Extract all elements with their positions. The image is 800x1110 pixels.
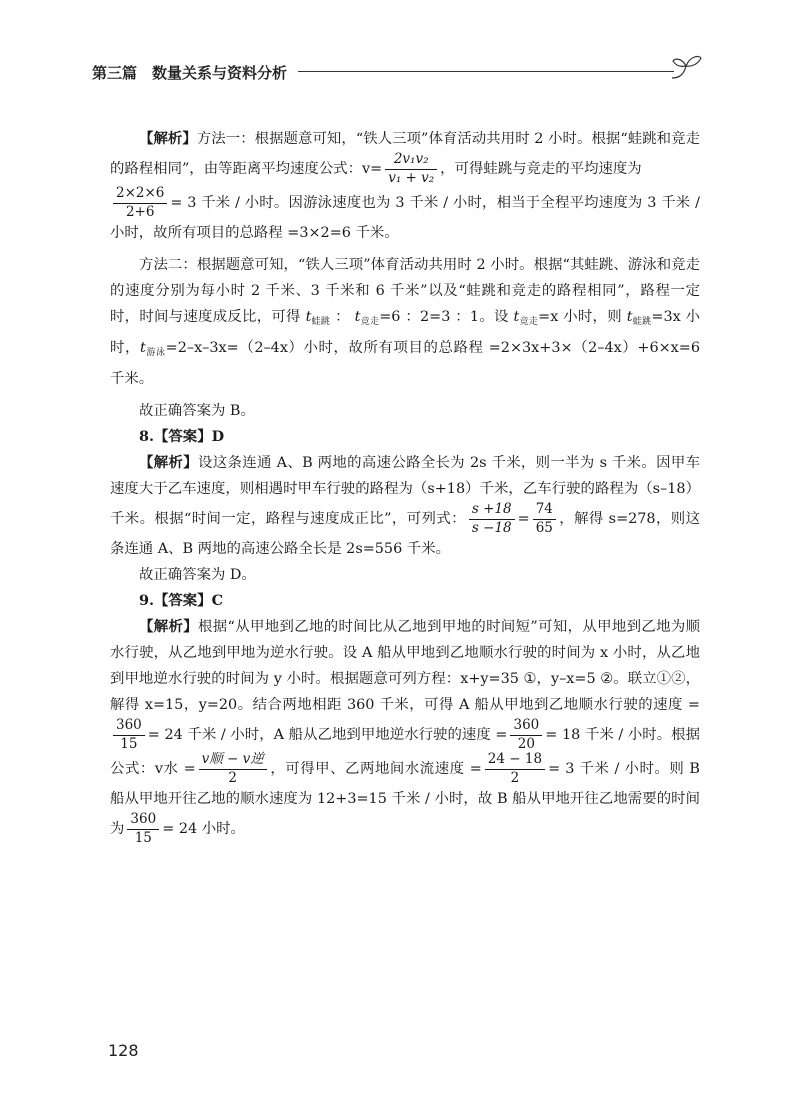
t-symbol: t [354,309,361,326]
q9-fraction-5 [127,812,159,846]
q9-frac4-den: 2 [510,769,520,786]
q8-text-2: ，解得 s=278，则这条连通 A、B 两地的高速公路全长是 2s=556 千米。 [110,511,700,558]
q9-frac1-den: 15 [120,735,138,752]
q7-method2-text-4: =2–x–3x=（2–4x）小时，故所有项目的总路程 =2×3x+3×（2–4x）+6×x=6 千米。 [110,340,700,388]
q9-answer-label [110,588,700,614]
analysis-tag: 【解析】 [139,130,197,147]
q8-frac2-num: 74 [533,502,556,520]
calc-numerator: 2×2×6 [113,186,167,204]
q7-method1-para [110,126,700,186]
sub-walk: 竞走 [360,317,380,328]
section-title: 第三篇 数量关系与资料分析 [92,64,288,82]
q8-fraction-1 [469,502,515,536]
q9-text-2: = 24 千米 / 小时，A 船从乙地到甲地逆水行驶的速度 = [147,727,508,744]
formula-numerator: 2v₁v₂ [385,152,437,170]
q8-frac1-den: s −18 [471,519,512,536]
q9-text-4: ，可得甲、乙两地间水流速度 = [269,761,482,778]
q7-method2-para: 方法二：根据题意可知，“铁人三项”体育活动共用时 2 小时。根据“其蛙跳、游泳和竞走的速度分别为每小时 2 千米、3 千米和 6 千米”以及“蛙跳和竞走的路程相同”，路程一定时，时间与速度成反比，可得 $t_{蛙跳}$ ： $t_{竞走}=6$ ：2=3 ：1。设 $t_{竞走}=x$ 小时，则 $t_{蛙跳}=3x$ 小时，$t_{游泳}=2-x-3x=(2-4x)$小时，故所有项目的总路程 =2×3x+3×（2–4x）+6×x=6 千米。 [110,257,700,388]
q7-method1-cont [110,186,700,246]
q9-frac3-num: v顺 − v逆 [199,752,267,770]
average-speed-formula [385,152,437,186]
q9-frac4-num: 24 − 18 [485,752,545,770]
formula-denominator: v₁ + v₂ [388,169,435,186]
q7-method2-text-2: =x 小时，则 [538,309,627,326]
sprout-leaf-icon [670,52,704,84]
q8-fraction-2 [533,502,556,536]
header-rule [298,71,674,72]
analysis-tag: 【解析】 [139,618,199,636]
q8-text-1: 设这条连通 A、B 两地的高速公路全长为 2s 千米，则一半为 s 千米。因甲车速度大于乙车速度，则相遇时甲车行驶的路程为（s+18）千米，乙车行驶的路程为（s–18）千米。根据“时间一定，路程与速度成正比”，可列式： [110,455,700,528]
running-header [92,58,704,88]
q9-label: 9.【答案】C [139,592,224,610]
q9-frac5-den: 15 [134,829,152,846]
q8-answer-label [110,424,700,450]
time-ratio: =6 ：2=3 ：1。设 [379,309,514,326]
sub-swim: 游泳 [145,348,166,359]
q7-method2-text-3: =3x 小时， [110,309,700,357]
q8-frac2-den: 65 [535,519,553,536]
q9-analysis-para [110,614,700,846]
q9-text-5: = 3 千米 / 小时。则 B 船从甲地开往乙地的顺水速度为 12+3=15 千米 / 小时，故 B 船从甲地开往乙地需要的时间为 [110,761,700,838]
sub-frog: 蛙跳 [632,317,652,328]
average-speed-calc [113,186,167,220]
sub-frog: 蛙跳 [311,317,331,328]
q9-text-1: 根据“从甲地到乙地的时间比从乙地到甲地的时间短”可知，从甲地到乙地为顺水行驶，从乙地到甲地为逆水行驶。设 A 船从甲地到乙地顺水行驶的时间为 x 小时，从乙地到甲地逆水行驶的时间为 y 小时。根据题意可列方程：x+y=35 ①，y–x=5 ②。联立①②，解得 x=15，y=20。结合两地相距 360 千米，可得 A 船从甲地到乙地顺水行驶的速度 = [110,619,700,714]
q9-text-3: = 18 千米 / 小时。根据公式：v水 = [110,727,700,778]
q8-conclusion: 故正确答案为 D。 [139,567,256,584]
q9-fraction-4 [485,752,545,786]
q9-fraction-3 [199,752,267,786]
q9-fraction-1 [113,718,145,752]
q9-frac3-den: 2 [228,769,238,786]
q7-conclusion: 故正确答案为 B。 [139,403,255,420]
t-symbol: t [626,309,633,326]
t-symbol: t [140,340,146,357]
q9-frac5-num: 360 [127,812,159,830]
t-symbol: t [513,309,520,326]
equals-sign: = [517,511,530,528]
answer-explanations [110,126,700,846]
calc-denominator: 2+6 [125,203,155,220]
q8-label: 8.【答案】D [139,428,225,446]
q9-fraction-2 [510,718,542,752]
q7-method1-result: = 3 千米 / 小时。因游泳速度也为 3 千米 / 小时，相当于全程平均速度为 3 千米 / 小时，故所有项目的总路程 =3×2=6 千米。 [110,195,700,242]
q9-frac2-num: 360 [510,718,542,736]
analysis-tag: 【解析】 [139,454,198,472]
q7-method1-text-2: ，可得蛙跳与竞走的平均速度为 [440,161,642,178]
q9-text-6: = 24 小时。 [162,821,245,838]
q7-method1-text: 方法一：根据题意可知，“铁人三项”体育活动共用时 2 小时。根据“蛙跳和竞走的路程相同”，由等距离平均速度公式：v= [110,131,700,178]
q9-frac2-den: 20 [517,735,535,752]
page-number: 128 [108,1041,139,1060]
t-symbol: t [305,309,312,326]
q8-frac1-num: s +18 [469,502,515,520]
q8-analysis-para [110,450,700,562]
q7-method2-text: 方法二：根据题意可知，“铁人三项”体育活动共用时 2 小时。根据“其蛙跳、游泳和竞走的速度分别为每小时 2 千米、3 千米和 6 千米”以及“蛙跳和竞走的路程相同”，路程一定时，时间与速度成反比，可得 [110,257,700,326]
q9-frac1-num: 360 [113,718,145,736]
sub-walk: 竞走 [519,317,539,328]
